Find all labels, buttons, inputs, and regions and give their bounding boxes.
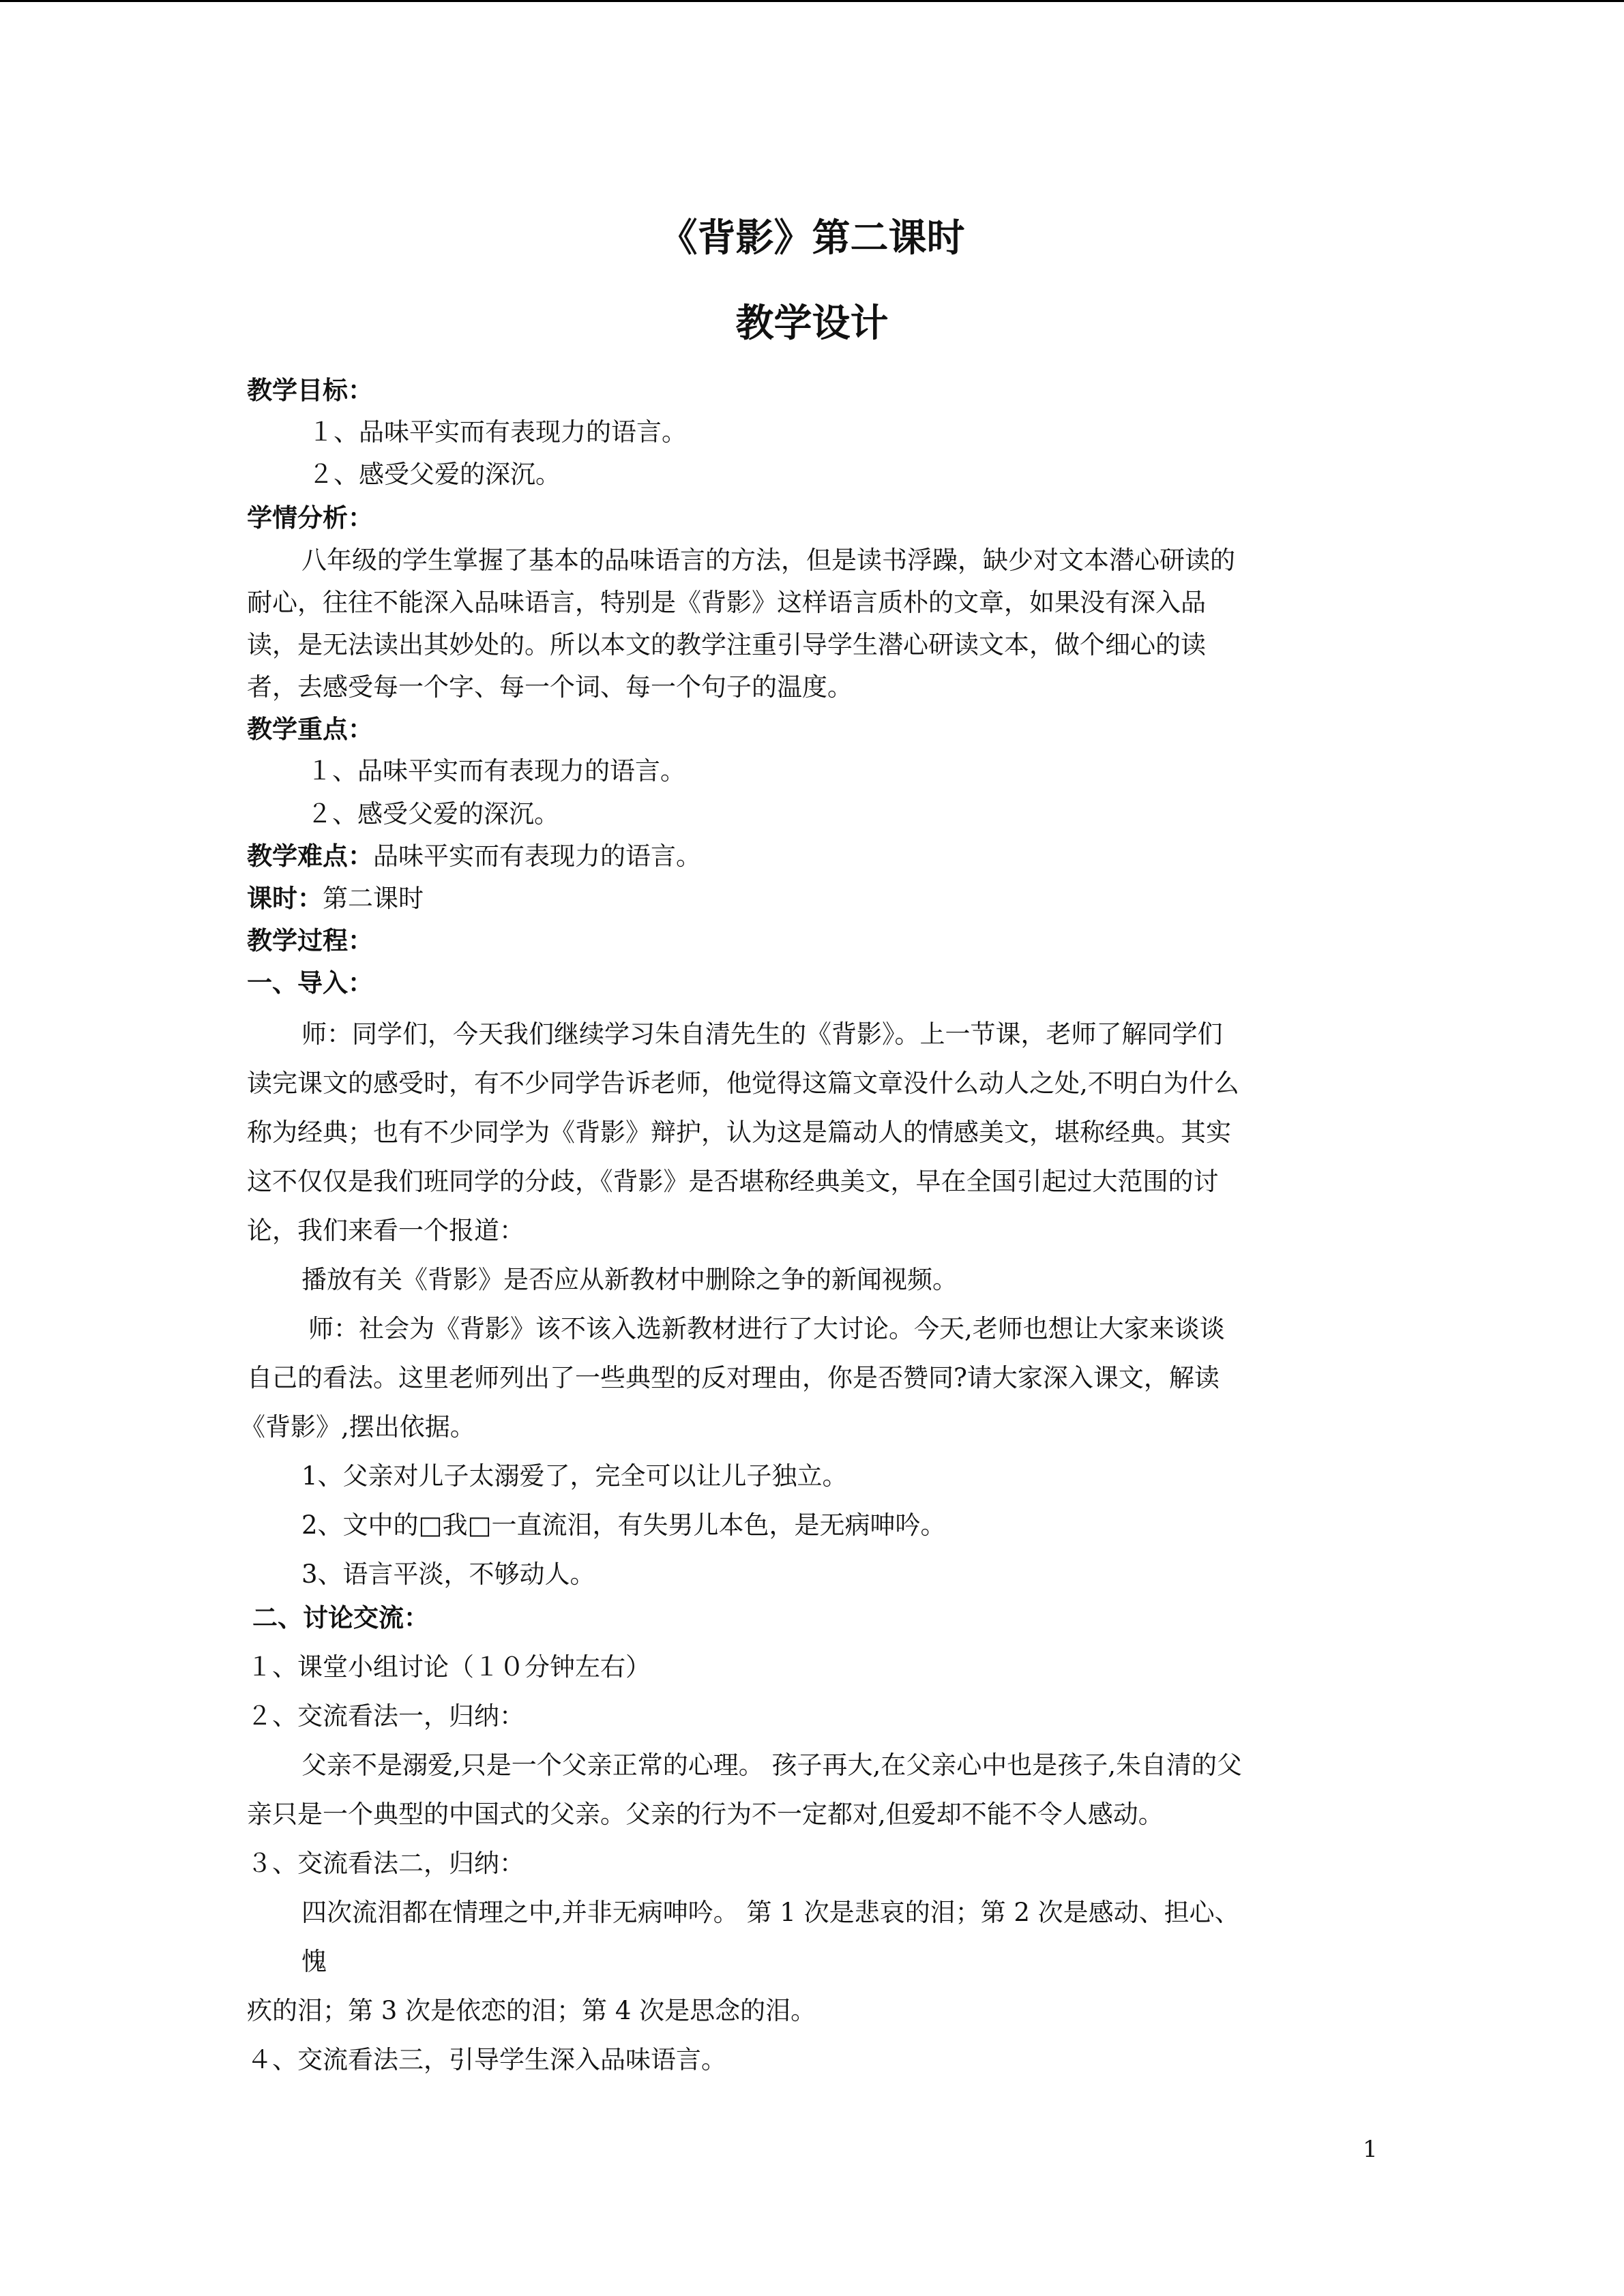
key-point-item: ２、感受父爱的深沉。 xyxy=(307,799,559,829)
period-label: 课时： xyxy=(247,884,323,913)
section-1-line: 自己的看法。这里老师列出了一些典型的反对理由，你是否赞同?请大家深入课文，解读 xyxy=(247,1363,1220,1392)
section-1-line: 3、语言平淡，不够动人。 xyxy=(301,1560,595,1589)
top-border-line xyxy=(0,0,1624,2)
section-1-line: 论，我们来看一个报道： xyxy=(247,1216,525,1245)
section-2-line: ３、交流看法二，归纳： xyxy=(247,1849,525,1878)
section-2-line: ４、交流看法三，引导学生深入品味语言。 xyxy=(247,2045,726,2074)
section-1-line: 师：社会为《背影》该不该入选新教材进行了大讨论。今天,老师也想让大家来谈谈 xyxy=(308,1314,1225,1343)
section-1-line: 2、文中的□我□一直流泪，有失男儿本色，是无病呻吟。 xyxy=(301,1510,946,1540)
key-points-heading: 教学重点： xyxy=(247,715,373,744)
section-1-line: 《背影》,摆出依据。 xyxy=(240,1412,475,1442)
key-point-item: １、品味平实而有表现力的语言。 xyxy=(307,756,685,786)
objective-item: ２、感受父爱的深沉。 xyxy=(308,460,561,489)
objective-item: １、品味平实而有表现力的语言。 xyxy=(308,417,687,447)
page-number: 1 xyxy=(1363,2136,1378,2163)
difficulty-text: 品味平实而有表现力的语言。 xyxy=(373,841,701,871)
section-2-line: １、课堂小组讨论（１０分钟左右） xyxy=(247,1652,651,1682)
analysis-line: 者，去感受每一个字、每一个词、每一个句子的温度。 xyxy=(247,672,853,702)
analysis-line: 读，是无法读出其妙处的。所以本文的教学注重引导学生潜心研读文本，做个细心的读 xyxy=(247,630,1206,659)
section-1-line: 称为经典；也有不少同学为《背影》辩护，认为这是篇动人的情感美文，堪称经典。其实 xyxy=(247,1118,1231,1147)
analysis-line: 耐心，往往不能深入品味语言，特别是《背影》这样语言质朴的文章，如果没有深入品 xyxy=(247,588,1206,617)
section-1-line: 师：同学们，今天我们继续学习朱自清先生的《背影》。上一节课，老师了解同学们 xyxy=(301,1019,1223,1049)
section-2-line: 疚的泪；第 3 次是依恋的泪；第 4 次是思念的泪。 xyxy=(247,1996,816,2025)
period-text: 第二课时 xyxy=(323,884,424,913)
analysis-heading: 学情分析： xyxy=(247,503,373,533)
page-subtitle: 教学设计 xyxy=(735,301,889,346)
section-2-line: ２、交流看法一，归纳： xyxy=(247,1701,525,1731)
process-heading: 教学过程： xyxy=(247,926,373,955)
section-1-line: 播放有关《背影》是否应从新教材中删除之争的新闻视频。 xyxy=(301,1265,958,1294)
analysis-line: 八年级的学生掌握了基本的品味语言的方法，但是读书浮躁，缺少对文本潜心研读的 xyxy=(301,546,1235,575)
page-title: 《背影》第二课时 xyxy=(659,216,965,260)
period-row xyxy=(247,883,424,914)
section-2-line: 亲只是一个典型的中国式的父亲。父亲的行为不一定都对,但爱却不能不令人感动。 xyxy=(247,1800,1164,1829)
section-1-heading: 一、导入： xyxy=(247,968,373,998)
section-1-line: 读完课文的感受时，有不少同学告诉老师，他觉得这篇文章没什么动人之处,不明白为什么 xyxy=(247,1069,1239,1098)
section-2-line: 父亲不是溺爱,只是一个父亲正常的心理。 孩子再大,在父亲心中也是孩子,朱自清的父 xyxy=(301,1750,1243,1780)
section-1-line: 1、父亲对儿子太溺爱了，完全可以让儿子独立。 xyxy=(301,1461,848,1491)
section-2-line: 四次流泪都在情理之中,并非无病呻吟。 第 1 次是悲哀的泪；第 2 次是感动、担心、 xyxy=(301,1898,1240,1927)
section-2-line: 愧 xyxy=(301,1947,327,1976)
objectives-heading: 教学目标： xyxy=(247,376,373,405)
difficulty-label: 教学难点： xyxy=(247,841,373,871)
section-1-line: 这不仅仅是我们班同学的分歧，《背影》是否堪称经典美文，早在全国引起过大范围的讨 xyxy=(247,1167,1219,1196)
section-2-heading: 二、讨论交流： xyxy=(252,1603,429,1632)
difficulty-row xyxy=(247,841,701,872)
